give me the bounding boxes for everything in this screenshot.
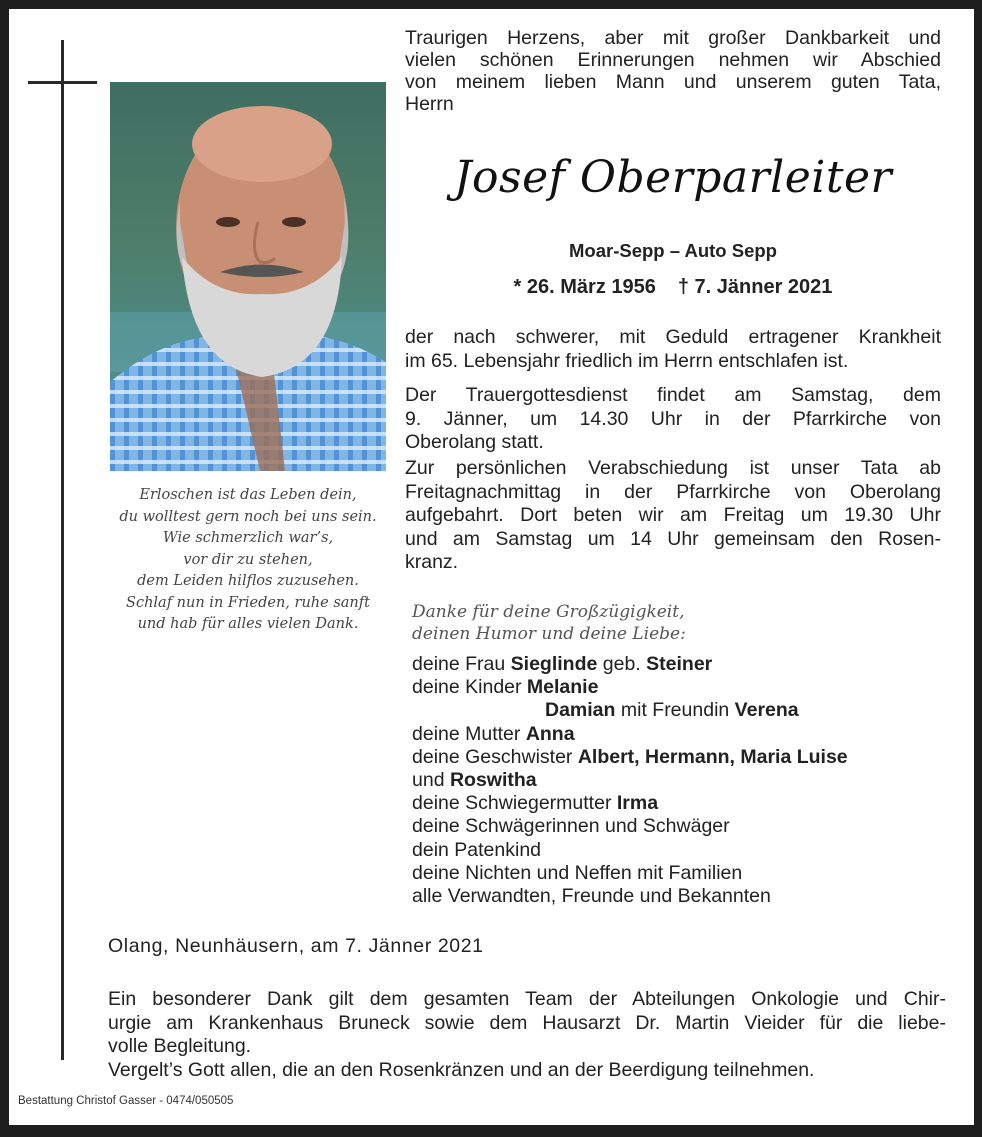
text-line: Oberolang statt. [405, 431, 544, 453]
poem-line: dem Leiden hilflos zuzusehen. [137, 573, 359, 589]
mourner-children [412, 676, 848, 699]
text-line: Vergelt’s Gott allen, die an den Rosenkränzen und an der Beerdigung teilnehmen. [108, 1058, 815, 1081]
mourner-siblings-2 [412, 769, 848, 792]
mourner-nieces: deine Nichten und Neffen mit Familien [412, 861, 743, 884]
memorial-poem [110, 485, 386, 636]
text-line: und am Samstag um 14 Uhr gemeinsam den Rosen- [405, 527, 941, 550]
death-date: † 7. Jänner 2021 [677, 276, 833, 298]
mourner-siblings [412, 746, 848, 769]
name: Damian [545, 699, 616, 722]
portrait-photo [110, 82, 386, 471]
death-notice-paragraph [405, 326, 941, 373]
name: Verena [734, 699, 799, 722]
text-line: 9. Jänner, um 14.30 Uhr in der Pfarrkirche von [405, 407, 941, 430]
script-line: deinen Humor und deine Liebe: [412, 624, 686, 644]
name: Steiner [646, 653, 713, 675]
intro-paragraph [405, 27, 941, 115]
intro-line: von meinem lieben Mann und unserem guten Tata, [405, 71, 941, 93]
intro-line: vielen schönen Erinnerungen nehmen wir Abschied [405, 49, 941, 71]
intro-line: Herrn [405, 93, 454, 115]
label: mit Freundin [615, 699, 735, 722]
text-line: volle Begleitung. [108, 1035, 252, 1057]
mourner-children-2 [412, 699, 848, 722]
birth-date: * 26. März 1956 [513, 276, 656, 298]
cross-icon-horizontal [28, 81, 97, 84]
thanks-script [412, 601, 686, 645]
deceased-name: Josef Oberparleiter [453, 152, 893, 203]
label: deine Schwiegermutter [412, 792, 617, 815]
text-line: kranz. [405, 551, 459, 573]
label: deine Geschwister [412, 745, 578, 768]
text-line: Zur persönlichen Verabschiedung ist unser Tata ab [405, 457, 941, 479]
poem-line: Schlaf nun in Frieden, ruhe sanft [126, 594, 370, 611]
text-line: urgie am Krankenhaus Bruneck sowie dem Hausarzt Dr. Martin Vieider für die liebe- [108, 1011, 946, 1034]
mourner-in-laws: deine Schwägerinnen und Schwäger [412, 815, 730, 838]
funeral-service-paragraph [405, 384, 941, 455]
mourner-wife [412, 653, 848, 676]
name: Albert, Hermann, Maria Luise [577, 745, 848, 768]
name: Anna [525, 722, 575, 745]
deceased-nickname: Moar-Sepp – Auto Sepp [569, 240, 777, 261]
name: Irma [616, 792, 659, 815]
cross-icon-vertical [61, 40, 64, 1060]
poem-line: Wie schmerzlich war’s, [162, 530, 334, 546]
text-line: Der Trauergottesdienst findet am Samstag, dem [405, 384, 941, 406]
name: Melanie [526, 676, 599, 699]
viewing-paragraph [405, 457, 941, 575]
poem-line: Erloschen ist das Leben dein, [139, 487, 357, 503]
mourner-others: alle Verwandten, Freunde und Bekannten [412, 885, 771, 908]
name: Roswitha [449, 769, 537, 792]
final-thanks [108, 988, 946, 1082]
life-dates [405, 276, 941, 299]
label: und [412, 769, 450, 792]
funeral-home-footer: Bestattung Christof Gasser - 0474/050505 [18, 1095, 234, 1107]
mourners-list [412, 653, 848, 908]
poem-line: du wolltest gern noch bei uns sein. [119, 508, 377, 525]
text-line: Ein besonderer Dank gilt dem gesamten Team der Abteilungen Onkologie und Chir- [108, 988, 946, 1010]
text-line: Freitagnachmittag in der Pfarrkirche von Oberolang [405, 480, 941, 503]
script-line: Danke für deine Großzügigkeit, [412, 602, 685, 622]
portrait-illustration [110, 82, 386, 471]
poem-line: vor dir zu stehen, [183, 551, 313, 568]
intro-line: Traurigen Herzens, aber mit großer Dankbarkeit und [405, 27, 941, 49]
mourner-godchild: dein Patenkind [412, 838, 542, 861]
mourner-mother [412, 723, 848, 746]
text-line: aufgebahrt. Dort beten wir am Freitag um 19.30 Uhr [405, 504, 941, 526]
place-date: Olang, Neunhäusern, am 7. Jänner 2021 [108, 935, 484, 957]
text-line: im 65. Lebensjahr friedlich im Herrn entschlafen ist. [405, 349, 849, 372]
text-line: der nach schwerer, mit Geduld ertragener Krankheit [405, 326, 941, 348]
label: deine Frau [412, 653, 511, 675]
label: geb. [597, 653, 647, 675]
label: deine Kinder [412, 676, 527, 699]
name: Sieglinde [510, 653, 598, 675]
mourner-mother-in-law [412, 792, 848, 815]
poem-line: und hab für alles vielen Dank. [137, 616, 359, 632]
label: deine Mutter [412, 722, 526, 745]
